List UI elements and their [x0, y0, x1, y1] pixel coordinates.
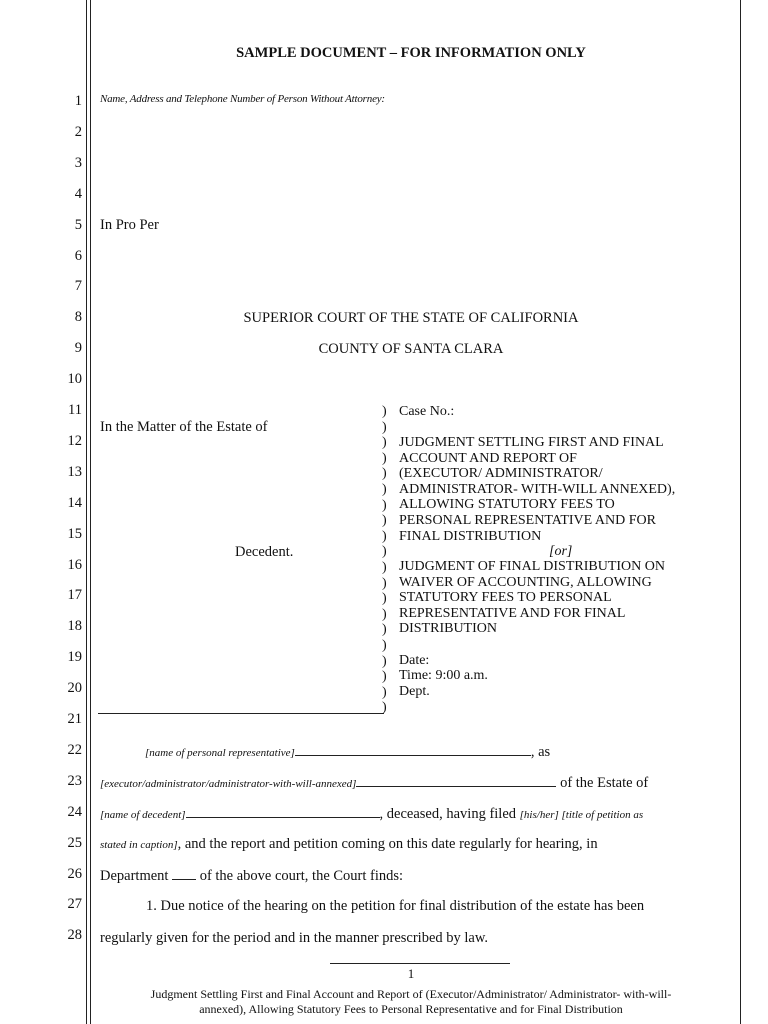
line-number: 24: [67, 803, 82, 820]
caption-paren: ): [382, 466, 387, 482]
footer-title-line-1: Judgment Settling First and Final Account and Report of (Executor/Administrator/ Administrator- with-will-: [150, 987, 672, 1001]
judgment-title-line: ADMINISTRATOR- WITH-WILL ANNEXED),: [399, 481, 676, 497]
estate-matter: In the Matter of the Estate of: [100, 419, 268, 435]
caption-paren: ): [382, 544, 387, 560]
caption-parentheses: [382, 404, 387, 716]
line-number: 3: [74, 154, 82, 171]
line-number: 22: [67, 741, 82, 758]
line-number: 6: [74, 247, 82, 264]
alt-judgment-title-line: REPRESENTATIVE AND FOR FINAL: [399, 605, 626, 621]
decedent-name-blank[interactable]: [186, 805, 380, 818]
court-county: COUNTY OF SANTA CLARA: [318, 341, 504, 357]
caption-paren: ): [382, 622, 387, 638]
caption-paren: ): [382, 700, 387, 716]
line-number: 16: [67, 556, 82, 573]
hearing-date: Date:: [399, 653, 430, 668]
body-line-25: stated in caption], and the report and petition coming on this date regularly for hearing, in: [100, 836, 598, 852]
caption-paren: ): [382, 528, 387, 544]
role-blank[interactable]: [356, 774, 556, 787]
line-number: 9: [74, 340, 82, 357]
caption-paren: ): [382, 669, 387, 685]
line-number: 28: [67, 927, 82, 944]
judgment-title-line: ALLOWING STATUTORY FEES TO: [399, 497, 615, 513]
representative-name-placeholder: [name of personal representative]: [145, 747, 295, 759]
right-margin-rule: [740, 0, 741, 1024]
caption-paren: ): [382, 606, 387, 622]
alt-judgment-title-line: DISTRIBUTION: [399, 621, 497, 637]
caption-paren: ): [382, 575, 387, 591]
court-name: SUPERIOR COURT OF THE STATE OF CALIFORNIA: [243, 310, 579, 326]
caption-paren: ): [382, 481, 387, 497]
line-number: 2: [74, 123, 82, 140]
line-number: 19: [67, 649, 82, 666]
line-number: 7: [74, 278, 82, 295]
line-number: 8: [74, 309, 82, 326]
alt-judgment-title-line: STATUTORY FEES TO PERSONAL: [399, 590, 612, 606]
caption-paren: ): [382, 591, 387, 607]
line-number: 13: [67, 463, 82, 480]
in-pro-per: In Pro Per: [100, 217, 159, 233]
line-number: 27: [67, 896, 82, 913]
line-number: 1: [74, 93, 82, 109]
left-margin-rule-outer: [86, 0, 87, 1024]
line-number: 26: [67, 865, 82, 882]
line-number: 12: [67, 432, 82, 449]
body-line-22: [name of personal representative] , as: [145, 744, 551, 760]
page-number: 1: [407, 966, 415, 981]
case-number-label: Case No.:: [399, 404, 455, 419]
representative-name-blank[interactable]: [295, 743, 531, 756]
line-number: 10: [67, 371, 82, 388]
name-address-label: Name, Address and Telephone Number of Person Without Attorney:: [100, 93, 385, 105]
alt-judgment-title-line: JUDGMENT OF FINAL DISTRIBUTION ON: [399, 559, 665, 574]
caption-bottom-rule: [98, 713, 384, 714]
judgment-title-line: FINAL DISTRIBUTION: [399, 528, 542, 544]
caption-paren: ): [382, 497, 387, 513]
caption-paren: ): [382, 450, 387, 466]
caption-paren: ): [382, 637, 387, 653]
line-number: 21: [67, 711, 82, 727]
document-header: SAMPLE DOCUMENT – FOR INFORMATION ONLY: [236, 45, 586, 61]
line-number: 11: [68, 402, 82, 418]
line-number: 18: [67, 618, 82, 635]
judgment-title-line: ACCOUNT AND REPORT OF: [399, 450, 577, 466]
body-line-23: [executor/administrator/administrator-with-will-annexed] of the Estate of: [100, 775, 649, 791]
line-number: 4: [74, 185, 82, 202]
caption-paren: ): [382, 419, 387, 435]
decedent-label: Decedent.: [235, 544, 294, 560]
hearing-dept: Dept.: [399, 684, 430, 699]
footer-rule: [330, 963, 510, 964]
finding-1-cont: regularly given for the period and in the manner prescribed by law.: [100, 930, 489, 946]
or-label: [or]: [549, 544, 573, 559]
body-line-24: [name of decedent] , deceased, having filed [his/her] [title of petition as: [100, 806, 644, 822]
caption-paren: ): [382, 559, 387, 575]
judgment-title-line: JUDGMENT SETTLING FIRST AND FINAL: [399, 435, 664, 450]
judgment-title-line: (EXECUTOR/ ADMINISTRATOR/: [399, 466, 603, 482]
caption-paren: ): [382, 513, 387, 529]
caption-paren: ): [382, 404, 387, 419]
line-number: 14: [67, 494, 82, 511]
decedent-name-placeholder: [name of decedent]: [100, 809, 186, 821]
caption-paren: ): [382, 653, 387, 669]
line-number: 5: [74, 216, 82, 233]
finding-1: 1. Due notice of the hearing on the petition for final distribution of the estate has been: [146, 898, 645, 914]
body-line-26: Department of the above court, the Court finds:: [100, 868, 404, 884]
line-number: 25: [67, 834, 82, 851]
footer-title-line-2: annexed), Allowing Statutory Fees to Personal Representative and for Final Distribution: [199, 1002, 623, 1016]
caption-paren: ): [382, 435, 387, 451]
role-placeholder: [executor/administrator/administrator-with-will-annexed]: [100, 778, 357, 790]
line-number: 20: [67, 680, 82, 697]
hearing-time: Time: 9:00 a.m.: [399, 668, 488, 683]
left-margin-rule-inner: [90, 0, 91, 1024]
line-number: 15: [67, 525, 82, 542]
line-number: 17: [67, 587, 82, 604]
alt-judgment-title-line: WAIVER OF ACCOUNTING, ALLOWING: [399, 574, 652, 590]
line-number: 23: [67, 772, 82, 789]
department-blank[interactable]: [172, 867, 196, 880]
caption-paren: ): [382, 684, 387, 700]
judgment-title-line: PERSONAL REPRESENTATIVE AND FOR: [399, 513, 656, 528]
